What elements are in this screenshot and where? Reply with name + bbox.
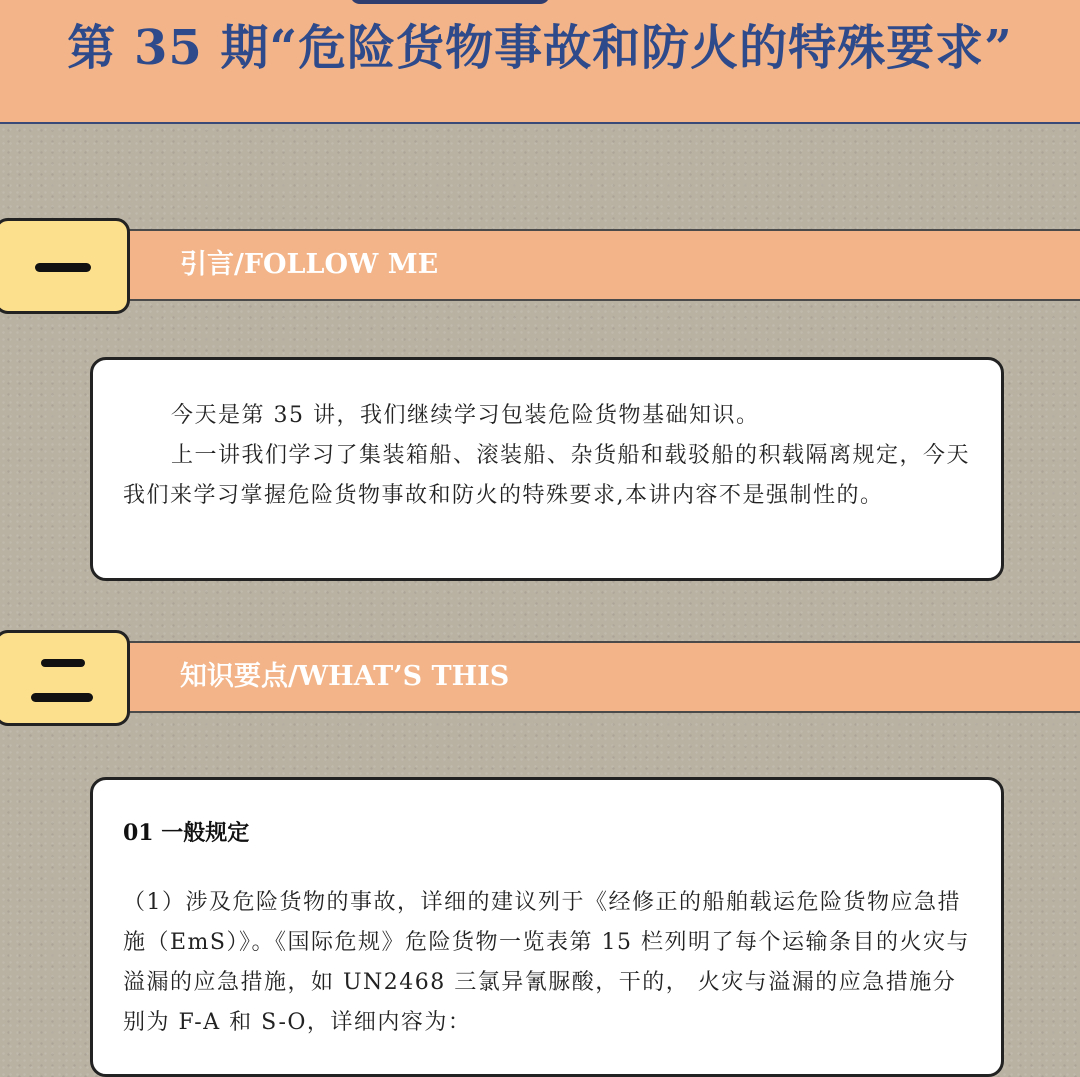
section-number-one xyxy=(0,218,130,314)
section-number-two xyxy=(0,630,130,726)
numeral-two-glyph-top xyxy=(41,659,85,667)
knowledge-card xyxy=(90,777,1004,1077)
numeral-one-glyph xyxy=(35,263,91,272)
numeral-two-glyph-bottom xyxy=(31,693,93,702)
intro-paragraph-2: 上一讲我们学习了集装箱船、滚装船、杂货船和载驳船的积载隔离规定，今天我们来学习掌握危险货物事故和防火的特殊要求,本讲内容不是强制性的。 xyxy=(123,443,971,508)
section-bar-intro xyxy=(100,229,1080,301)
header-tab-decoration xyxy=(350,0,550,4)
section-title-intro: 引言/FOLLOW ME xyxy=(180,249,439,280)
page-title: 第 35 期“危险货物事故和防火的特殊要求” xyxy=(67,20,1013,76)
intro-card xyxy=(90,357,1004,581)
section-bar-knowledge xyxy=(100,641,1080,713)
header-banner xyxy=(0,0,1080,124)
intro-paragraph-1: 今天是第 35 讲，我们继续学习包装危险货物基础知识。 xyxy=(171,403,760,428)
section-title-knowledge: 知识要点/WHAT’S THIS xyxy=(180,661,510,692)
knowledge-paragraph-1: （1）涉及危险货物的事故，详细的建议列于《经修正的船舶载运危险货物应急措施（EmS）》。《国际危规》危险货物一览表第 15 栏列明了每个运输条目的火灾与溢漏的应急措施，如 UN2468 三氯异氰脲酸，干的， 火灾与溢漏的应急措施分别为 F-A 和 S-O，详细内容为： xyxy=(123,890,970,1035)
subsection-heading: 01 一般规定 xyxy=(123,820,250,846)
